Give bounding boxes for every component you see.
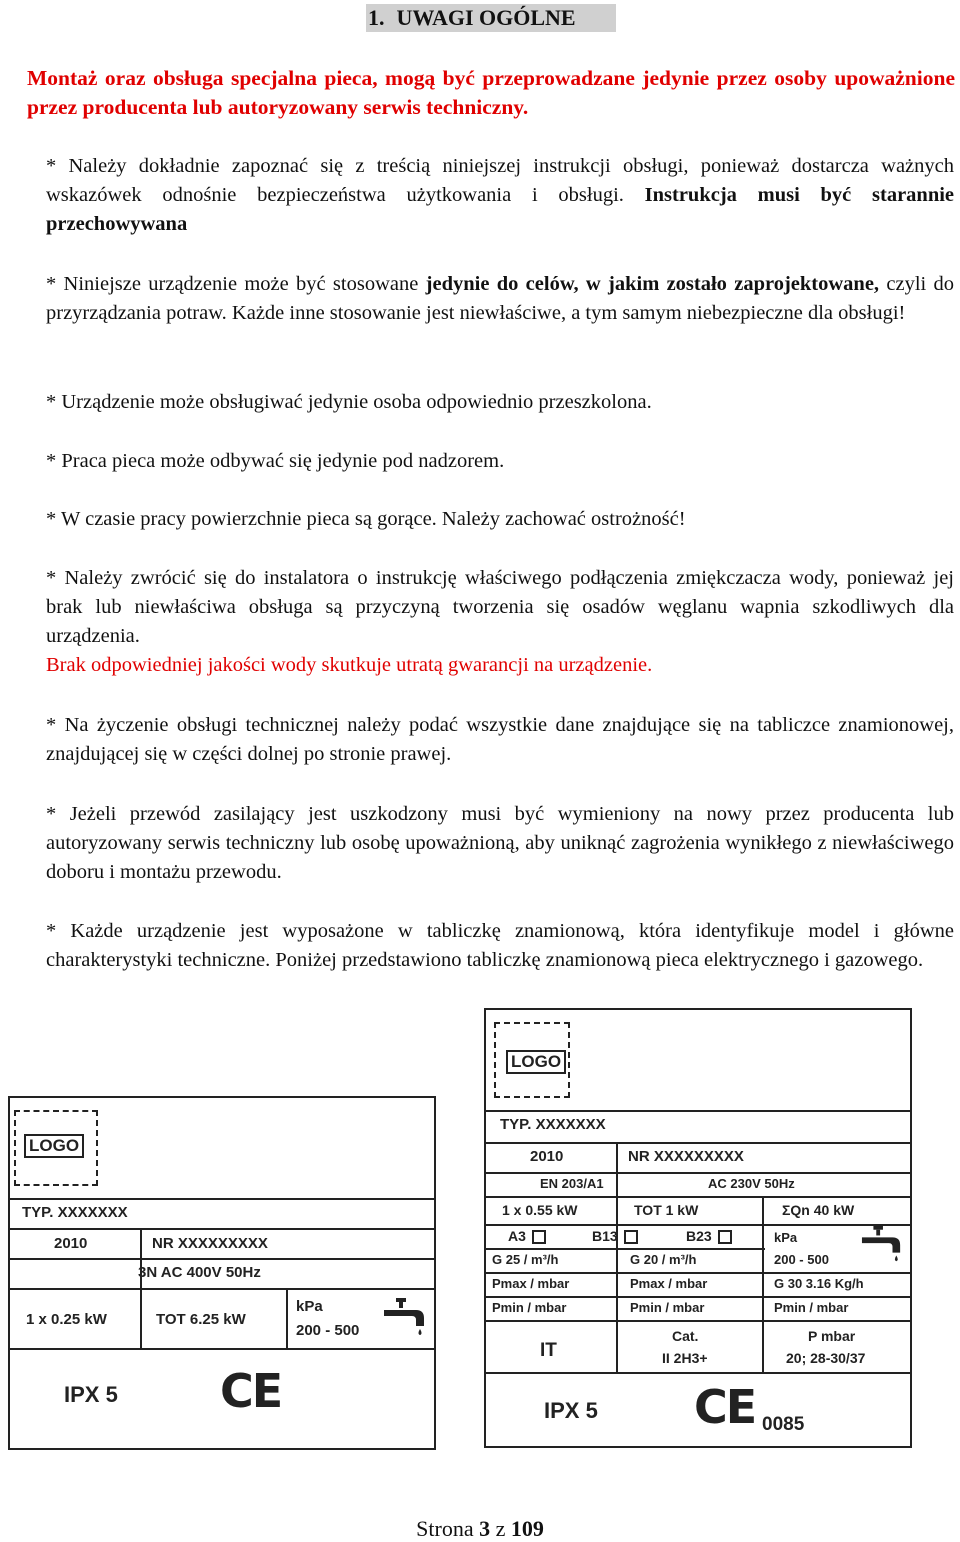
element-power: 1 x 0.25 kW <box>26 1311 107 1328</box>
footer-prefix: Strona <box>416 1516 480 1541</box>
p6-text: * Należy zwrócić się do instalatora o instrukcję właściwego podłączenia zmiękczacza wody, ponieważ jej brak lub niewłaściwa obsługa są przyczyną tworzenia się osadów węglanu wapnia szkodliwych dla urządzenia. <box>46 567 954 647</box>
power-supply: 3N AC 400V 50Hz <box>138 1264 261 1281</box>
g20-flow: G 20 / m³/h <box>630 1252 697 1267</box>
ce-mark: CE <box>694 1380 756 1434</box>
paragraph-supervision: * Praca pieca może odbywać się jedynie pod nadzorem. <box>46 450 505 472</box>
type-b13-label: B13 <box>592 1228 618 1244</box>
gas-category: II 2H3+ <box>662 1350 708 1366</box>
paragraph-water-softener <box>46 564 954 680</box>
footer-separator: z <box>490 1516 511 1541</box>
g30-flow: G 30 3.16 Kg/h <box>774 1276 864 1291</box>
pmax-g20: Pmax / mbar <box>630 1276 708 1291</box>
power-supply: AC 230V 50Hz <box>708 1176 795 1191</box>
g25-flow: G 25 / m³/h <box>492 1252 559 1267</box>
serial-number: NR XXXXXXXXX <box>152 1235 268 1252</box>
type-a3 <box>508 1228 546 1244</box>
b23-checkbox <box>718 1230 732 1244</box>
total-pages: 109 <box>510 1516 544 1541</box>
ip-rating: IPX 5 <box>64 1382 118 1407</box>
paragraph-read-instructions <box>46 152 954 239</box>
type-b13 <box>592 1228 638 1244</box>
page-footer <box>0 1516 960 1542</box>
authorization-warning: Montaż oraz obsługa specjalna pieca, mogą być przeprowadzane jedynie przez osoby upoważnione przez producenta lub autoryzowany serwis techniczny. <box>27 66 955 119</box>
supply-pressure-label: P mbar <box>808 1328 856 1344</box>
pressure-range: 200 - 500 <box>296 1322 360 1339</box>
current-page: 3 <box>479 1516 491 1541</box>
a3-checkbox <box>532 1230 546 1244</box>
serial-number: NR XXXXXXXXX <box>628 1148 744 1165</box>
gas-rating-plate <box>484 1008 912 1448</box>
paragraph-plate-description: * Każde urządzenie jest wyposażone w tabliczkę znamionową, która identyfikuje model i główne charakterystyki techniczne. Poniżej przedstawiono tabliczkę znamionową pieca elektrycznego i gazowego. <box>46 920 954 971</box>
ce-mark: CE <box>220 1364 282 1418</box>
notified-body-number: 0085 <box>762 1414 805 1435</box>
pressure-range: 200 - 500 <box>774 1252 829 1267</box>
pmin-g20: Pmin / mbar <box>630 1300 705 1315</box>
total-power: TOT 6.25 kW <box>156 1311 246 1328</box>
paragraph-rating-plate: * Na życzenie obsługi technicznej należy podać wszystkie dane znajdujące się na tabliczce znamionowej, znajdującej się w części dolnej po stronie prawej. <box>46 714 954 765</box>
paragraph-trained-operator: * Urządzenie może obsługiwać jedynie osoba odpowiednio przeszkolona. <box>46 391 652 413</box>
pressure-unit: kPa <box>296 1298 323 1315</box>
logo-text: LOGO <box>506 1050 566 1074</box>
type-b23 <box>686 1228 732 1244</box>
section-number: 1. <box>368 5 385 30</box>
type-label: TYP. XXXXXXX <box>500 1116 606 1133</box>
section-heading <box>366 4 616 32</box>
water-tap-icon <box>382 1296 428 1340</box>
warranty-warning: Brak odpowiedniej jakości wody skutkuje utratą gwarancji na urządzenie. <box>46 654 653 676</box>
type-label: TYP. XXXXXXX <box>22 1204 128 1221</box>
logo-placeholder <box>494 1022 570 1098</box>
standard-label: EN 203/A1 <box>540 1176 604 1191</box>
pmin-g30: Pmin / mbar <box>774 1300 849 1315</box>
pmin-g25: Pmin / mbar <box>492 1300 567 1315</box>
p2-text-a: * Niniejsze urządzenie może być stosowane <box>46 273 426 295</box>
electric-rating-plate <box>8 1096 436 1450</box>
paragraph-hot-surfaces: * W czasie pracy powierzchnie pieca są gorące. Należy zachować ostrożność! <box>46 508 686 530</box>
water-tap-icon <box>860 1224 904 1266</box>
category-label: Cat. <box>672 1328 699 1344</box>
supply-pressure: 20; 28-30/37 <box>786 1350 866 1366</box>
section-title: UWAGI OGÓLNE <box>396 5 576 30</box>
p1-text: * Należy dokładnie zapoznać się z treścią niniejszej instrukcji obsługi, ponieważ dostarcza ważnych wskazówek odnośnie bezpieczeństwa użytkowania i obsługi. <box>46 155 954 206</box>
logo-placeholder <box>14 1110 98 1186</box>
p1-bold: Instrukcja musi być starannie przechowywana <box>46 184 955 235</box>
p2-bold: jedynie do celów, w jakim zostało zaprojektowane, <box>425 273 880 295</box>
year-label: 2010 <box>54 1235 88 1252</box>
pressure-unit: kPa <box>774 1230 798 1245</box>
year-label: 2010 <box>530 1148 564 1165</box>
country-code: IT <box>540 1340 557 1361</box>
logo-text: LOGO <box>24 1134 84 1158</box>
ip-rating: IPX 5 <box>544 1398 598 1423</box>
p2-text-b: czyli do przyrządzania potraw. Każde inne stosowanie jest niewłaściwe, a tym samym niebezpieczne dla obsługi! <box>46 273 955 324</box>
type-a3-label: A3 <box>508 1228 526 1244</box>
nominal-heat-input: ΣQn 40 kW <box>782 1202 855 1218</box>
paragraph-power-cable: * Jeżeli przewód zasilający jest uszkodzony musi być wymieniony na nowy przez producenta lub autoryzowany serwis techniczny lub osobę upoważnioną, aby uniknąć zagrożenia wynikłego z niewłaściwego doboru i montażu przewodu. <box>46 803 954 883</box>
element-power: 1 x 0.55 kW <box>502 1202 578 1218</box>
type-b23-label: B23 <box>686 1228 712 1244</box>
paragraph-intended-use <box>46 270 954 328</box>
total-power: TOT 1 kW <box>634 1202 699 1218</box>
pmax-g25: Pmax / mbar <box>492 1276 570 1291</box>
b13-checkbox <box>624 1230 638 1244</box>
